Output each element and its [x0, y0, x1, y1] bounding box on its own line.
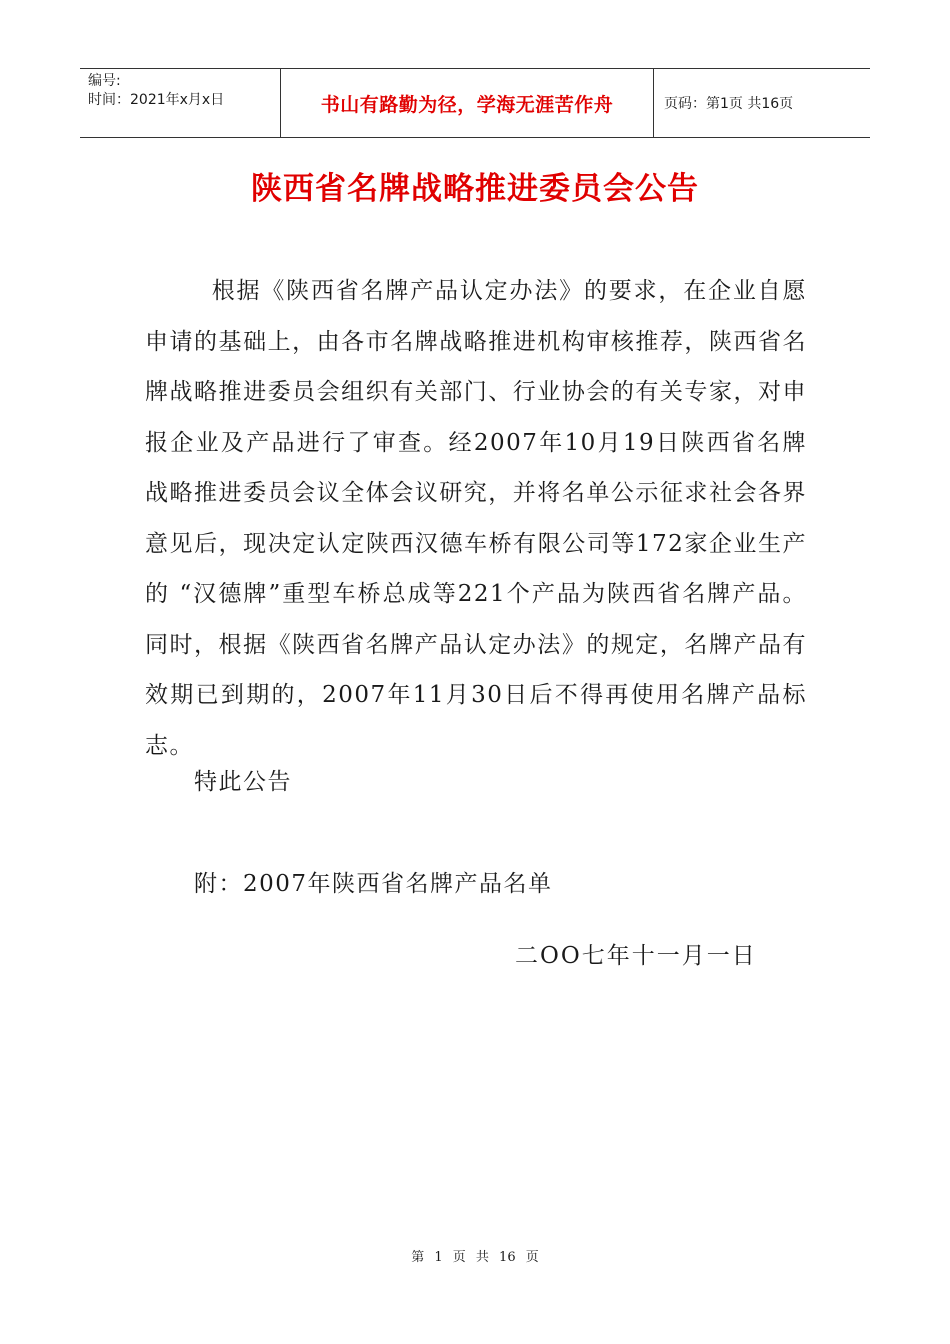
header-motto: 书山有路勤为径，学海无涯苦作舟: [280, 69, 654, 137]
document-date: 二OO七年十一月一日: [515, 943, 757, 969]
attachment-line: 附：2007年陕西省名牌产品名单: [194, 871, 553, 897]
header-page-info: 页码：第1页 共16页: [664, 96, 794, 112]
document-title: 陕西省名牌战略推进委员会公告: [251, 171, 699, 207]
header-meta-cell: [80, 69, 280, 137]
header-table: [80, 68, 870, 138]
page-footer: 第 1 页 共 16 页: [411, 1250, 539, 1265]
header-time-label: 时间：2021年x月x日: [88, 92, 225, 108]
header-number-label: 编号:: [88, 73, 121, 89]
document-body-paragraph: 根据《陕西省名牌产品认定办法》的要求，在企业自愿申请的基础上，由各市名牌战略推进机构审核推荐，陕西省名牌战略推进委员会组织有关部门、行业协会的有关专家，对申报企业及产品进行了审查。经2007年10月19日陕西省名牌战略推进委员会议全体会议研究，并将名单公示征求社会各界意见后，现决定认定陕西汉德车桥有限公司等172家企业生产的 “汉德牌”重型车桥总成等221个产品为陕西省名牌产品。同时，根据《陕西省名牌产品认定办法》的规定，名牌产品有效期已到期的，2007年11月30日后不得再使用名牌产品标志。: [145, 278, 807, 759]
closing-line: 特此公告: [194, 769, 292, 795]
